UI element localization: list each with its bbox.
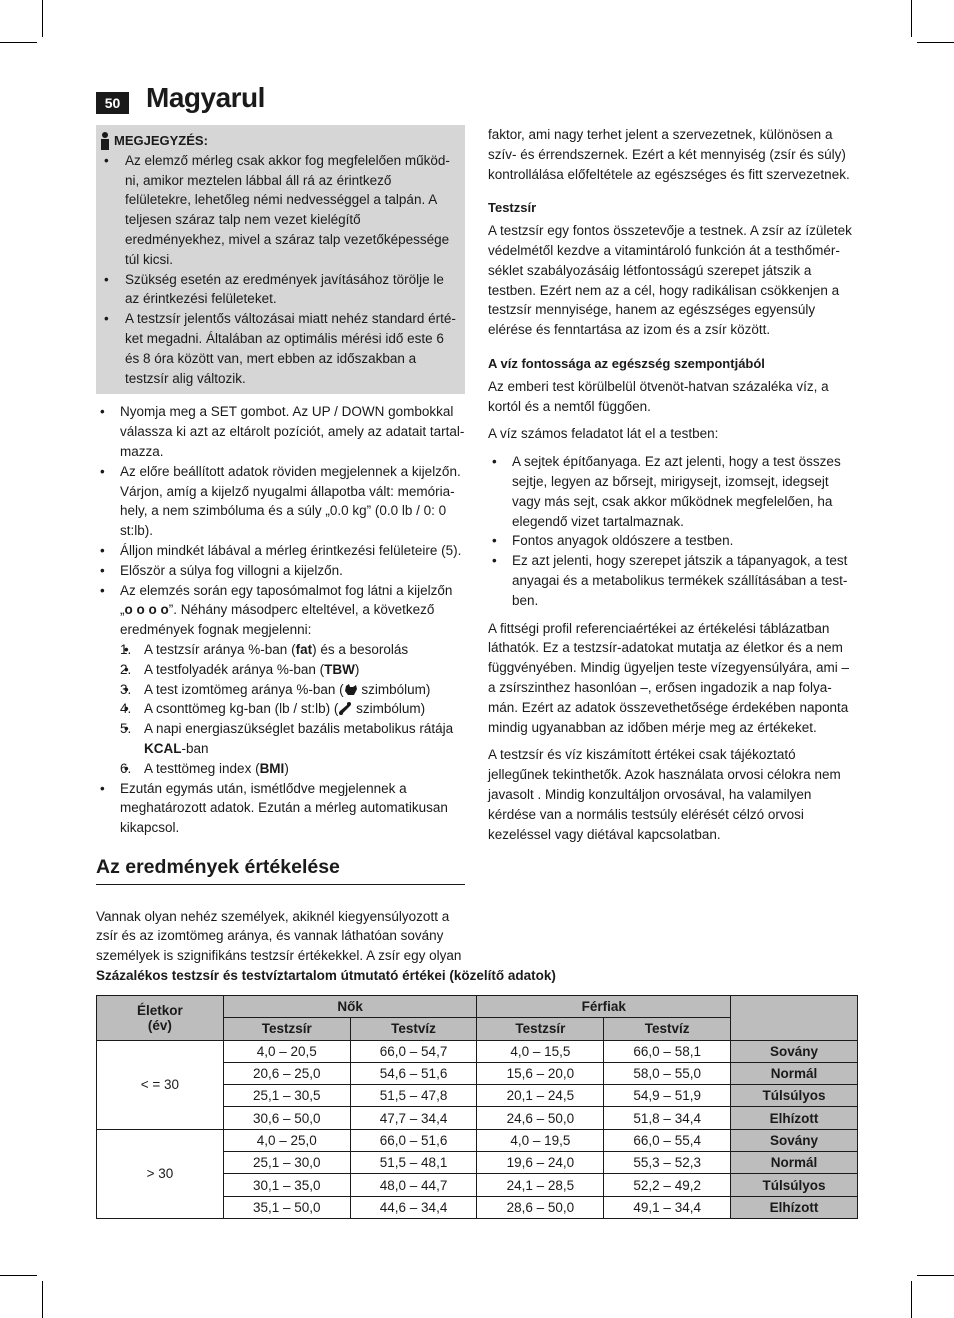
left-column	[96, 125, 465, 966]
paragraph: A testzsír egy fontos összetevője a testnek. A zsír az ízületek védelmétől kezdve a vitamintároló funkción át a testhőmér-séklet szabályozásáig létfontosságú szerepet játszik a testben. Ezért nem az a cél, hogy radikálisan csökkenjen a testzsír mennyisége, hanem az egészséges egyensúly elérése és fenntartása az izom és a zsír között.	[488, 223, 852, 338]
results-list	[120, 640, 465, 779]
table-cell: 20,6 – 25,0	[223, 1062, 350, 1084]
category-header	[731, 996, 858, 1041]
steps-list	[96, 402, 465, 838]
note-box	[96, 125, 465, 394]
category-cell: Sovány	[731, 1040, 858, 1062]
subheading-water: A víz fontossága az egészség szempontjából	[488, 355, 765, 371]
subheading-fat: Testzsír	[488, 200, 537, 216]
col-header: Testzsír	[477, 1018, 604, 1040]
age-cell: < = 30	[97, 1040, 224, 1129]
col-header: Testzsír	[223, 1018, 350, 1040]
crop-mark	[911, 0, 912, 37]
crop-mark	[911, 1281, 912, 1318]
table-cell: 54,6 – 51,6	[350, 1062, 477, 1084]
table-cell: 58,0 – 55,0	[604, 1062, 731, 1084]
category-cell: Túlsúlyos	[731, 1174, 858, 1196]
info-icon	[100, 132, 110, 150]
women-header: Nők	[223, 996, 477, 1018]
paragraph: A testzsír és víz kiszámított értékei csak tájékoztató jellegűnek tekinthetők. Azok használata orvosi célokra nem javasolt . Mindig konzultáljon orvosával, ha valamilyen kérdése van a normális testsúly elérését célzó orvosi kezeléssel vagy diétával kapcsolatban.	[488, 747, 841, 842]
table-cell: 48,0 – 44,7	[350, 1174, 477, 1196]
table-cell: 55,3 – 52,3	[604, 1152, 731, 1174]
table-cell: 20,1 – 24,5	[477, 1085, 604, 1107]
col-header: Testvíz	[350, 1018, 477, 1040]
right-column	[488, 125, 860, 844]
table-cell: 25,1 – 30,0	[223, 1152, 350, 1174]
page-number: 50	[96, 92, 129, 114]
table-cell: 54,9 – 51,9	[604, 1085, 731, 1107]
table-cell: 4,0 – 25,0	[223, 1129, 350, 1151]
section-intro: Vannak olyan nehéz személyek, akiknél kiegyensúlyozott a zsír és az izomtömeg aránya, és vannak láthatóan sovány személyek is szignifikáns testzsír értékekkel. A zsír egy olyan	[96, 908, 462, 964]
list-item: • Ezután egymás után, ismétlődve megjelennek a meghatározott adatok. Ezután a mérleg automatikusan kikapcsol.	[96, 779, 465, 838]
treadmill-symbol: o o o o	[124, 602, 169, 618]
table-cell: 24,1 – 28,5	[477, 1174, 604, 1196]
list-item: • Az elemzés során egy taposómalmot fog látni a kijelzőn „o o o o”. Néhány másodperc elteltével, a következő eredmények fognak megjelenni: • 1. A testzsír aránya %-ban (fat) és a besorolás • 2. A testfolyadék aránya %-ban (TBW) • 3. A test izomtömeg aránya %-ban ( szimbólum) • 4. A csonttömeg kg-ban (lb / st:lb) ( szimbólum) • 5. A napi energiaszükséglet bazális metabolikus rátája KCAL-ban • 6. A testtömeg index (BMI)	[96, 581, 465, 779]
men-header: Férfiak	[477, 996, 731, 1018]
crop-mark	[917, 1275, 954, 1276]
result-item: • 2. A testfolyadék aránya %-ban (TBW)	[120, 660, 465, 680]
page-title: Magyarul	[146, 82, 265, 113]
col-header: Testvíz	[604, 1018, 731, 1040]
water-list	[488, 452, 860, 610]
result-item: • 3. A test izomtömeg aránya %-ban ( szimbólum)	[120, 680, 465, 700]
paragraph: A víz számos feladatot lát el a testben:	[488, 426, 719, 442]
note-list	[100, 151, 457, 389]
table-row	[97, 1129, 858, 1151]
list-item: • Álljon mindkét lábával a mérleg érintkezési felületeire (5).	[96, 541, 465, 561]
table-cell: 35,1 – 50,0	[223, 1196, 350, 1218]
result-item: • 4. A csonttömeg kg-ban (lb / st:lb) ( szimbólum)	[120, 699, 465, 719]
result-item: • 5. A napi energiaszükséglet bazális metabolikus rátája KCAL-ban	[120, 719, 465, 759]
section-heading: Az eredmények értékelése	[96, 858, 465, 885]
category-cell: Normál	[731, 1152, 858, 1174]
table-cell: 4,0 – 19,5	[477, 1129, 604, 1151]
list-item: • Fontos anyagok oldószere a testben.	[488, 531, 860, 551]
table-cell: 30,1 – 35,0	[223, 1174, 350, 1196]
category-cell: Normál	[731, 1062, 858, 1084]
table-cell: 66,0 – 54,7	[350, 1040, 477, 1062]
table-cell: 28,6 – 50,0	[477, 1196, 604, 1218]
category-cell: Elhízott	[731, 1107, 858, 1129]
result-item: • 1. A testzsír aránya %-ban (fat) és a besorolás	[120, 640, 465, 660]
list-item: • Az elemző mérleg csak akkor fog megfelelően működ-ni, amikor meztelen lábbal áll rá az érintkező felületekre, lehetőleg némi nedvességgel a talpán. A teljesen száraz talp nem vezet kielégítő eredményekhez, mivel a száraz talp vezetőképessége túl kicsi.	[100, 151, 457, 270]
note-heading: MEGJEGYZÉS:	[100, 131, 457, 151]
table-cell: 25,1 – 30,5	[223, 1085, 350, 1107]
list-item: • Az előre beállított adatok röviden megjelennek a kijelzőn. Várjon, amíg a kijelző nyugalmi állapotba vált: memória-hely, a nem szimbóluma és a súly „0.0 kg” (0.0 lb / 0: 0 st:lb).	[96, 462, 465, 541]
table-cell: 52,2 – 49,2	[604, 1174, 731, 1196]
table-cell: 51,5 – 47,8	[350, 1085, 477, 1107]
table-cell: 24,6 – 50,0	[477, 1107, 604, 1129]
table-cell: 51,5 – 48,1	[350, 1152, 477, 1174]
table-cell: 30,6 – 50,0	[223, 1107, 350, 1129]
list-item: • Ez azt jelenti, hogy szerepet játszik a tápanyagok, a test anyagai és a metabolikus termékek szállításában a test-ben.	[488, 551, 860, 610]
category-cell: Túlsúlyos	[731, 1085, 858, 1107]
crop-mark	[0, 42, 37, 43]
list-item: • A testzsír jelentős változásai miatt nehéz standard érté-ket megadni. Általában az optimális mérési idő este 6 és 8 óra között van, mert ebben az időszakban a testzsír alig változik.	[100, 309, 457, 388]
table-title: Százalékos testzsír és testvíztartalom útmutató értékei (közelítő adatok)	[96, 968, 556, 983]
crop-mark	[42, 1281, 43, 1318]
list-item: • Először a súlya fog villogni a kijelzőn.	[96, 561, 465, 581]
category-cell: Sovány	[731, 1129, 858, 1151]
list-item: • Szükség esetén az eredmények javításához törölje le az érintkezési felületeket.	[100, 270, 457, 310]
table-cell: 66,0 – 58,1	[604, 1040, 731, 1062]
table-cell: 66,0 – 51,6	[350, 1129, 477, 1151]
list-item: • A sejtek építőanyaga. Ez azt jelenti, hogy a test összes sejtje, legyen az bőrsejt, mirigysejt, izomsejt, idegsejt vagy más sejt, csak akkor működnek megfelelően, ha elegendő vizet tartalmaznak.	[488, 452, 860, 531]
table-cell: 49,1 – 34,4	[604, 1196, 731, 1218]
table-cell: 47,7 – 34,4	[350, 1107, 477, 1129]
table-cell: 44,6 – 34,4	[350, 1196, 477, 1218]
paragraph: Az emberi test körülbelül ötvenöt-hatvan százaléka víz, a kortól és a nemtől függően.	[488, 378, 829, 414]
table-row	[97, 1040, 858, 1062]
paragraph: A fittségi profil referenciaértékei az értékelési táblázatban láthatók. Ez a testzsír-adatokat mutatja az életkor és a nem függvényében. Mindig ügyeljen teste vízegyensúlyára, ami – a zsírszinthez hasonlóan –, erősen ingadozik a nap folya-mán. Ezért az adatok összevethetősége érdekében naponta mindig ugyanabban az időben mérje meg az értékeket.	[488, 620, 849, 735]
list-item: • Nyomja meg a SET gombot. Az UP / DOWN gombokkal válassza ki azt az eltárolt pozíciót, amely az adatait tartal-mazza.	[96, 402, 465, 461]
age-cell: > 30	[97, 1129, 224, 1218]
table-cell: 19,6 – 24,0	[477, 1152, 604, 1174]
crop-mark	[917, 42, 954, 43]
crop-mark	[42, 0, 43, 37]
bone-icon	[338, 702, 352, 715]
table-cell: 15,6 – 20,0	[477, 1062, 604, 1084]
age-header: Életkor (év)	[97, 996, 224, 1041]
table-cell: 4,0 – 20,5	[223, 1040, 350, 1062]
reference-table	[96, 995, 858, 1219]
category-cell: Elhízott	[731, 1196, 858, 1218]
result-item: • 6. A testtömeg index (BMI)	[120, 759, 465, 779]
muscle-icon	[344, 683, 358, 696]
table-cell: 4,0 – 15,5	[477, 1040, 604, 1062]
paragraph: faktor, ami nagy terhet jelent a szervezetnek, különösen a szív- és érrendszernek. Ezért a két mennyiség (zsír és súly) kontrollálása előfeltétele az egészséges és fitt szervezetnek.	[488, 127, 850, 182]
table-cell: 66,0 – 55,4	[604, 1129, 731, 1151]
table-cell: 51,8 – 34,4	[604, 1107, 731, 1129]
crop-mark	[0, 1275, 37, 1276]
